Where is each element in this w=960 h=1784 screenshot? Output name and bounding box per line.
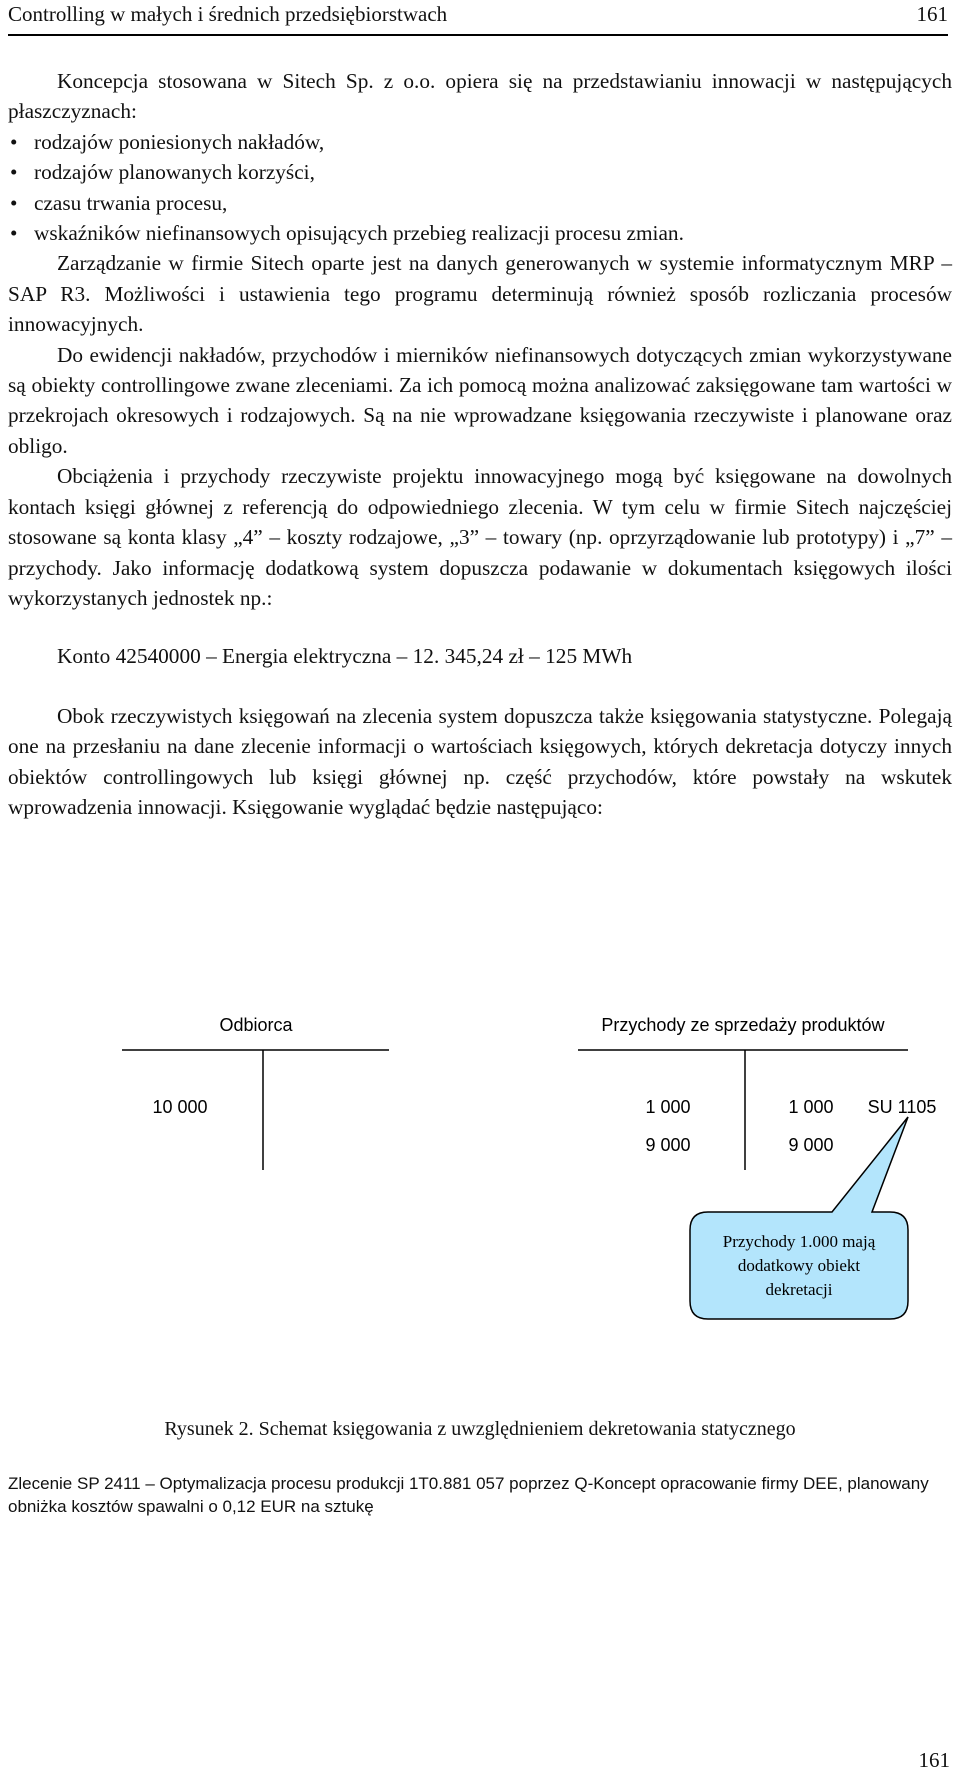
- account-title-przychody: Przychody ze sprzedaży produktów: [601, 1015, 885, 1035]
- list-item: • czasu trwania procesu,: [8, 188, 952, 218]
- paragraph-ewidencja: Do ewidencji nakładów, przychodów i mierników niefinansowych dotyczących zmian wykorzystywane są obiekty controllingowe zwane zleceniami. Za ich pomocą można analizować zaksięgowane tam wartości w przekrojach okresowych i rodzajowych. Są na nie wprowadzane księgowania rzeczywiste i planowane oraz obligo.: [8, 342, 952, 458]
- callout-line: dekretacji: [765, 1280, 833, 1299]
- t-account-diagram: [0, 1005, 960, 1365]
- paragraph-obciazenia: Obciążenia i przychody rzeczywiste projektu innowacyjnego mogą być księgowane na dowolnych kontach księgi głównej z referencją do odpowiedniego zlecenia. W tym celu w firmie Sitech najczęściej stosowane są konta klasy „4” – koszty rodzajowe, „3” – towary (np. oprzyrządowanie lub prototypy) i „7” – przychody. Jako informację dodatkową system dopuszcza podawanie w dokumentach księgowych ilości wykorzystanych jednostek np.:: [8, 464, 952, 610]
- page-header: [8, 0, 948, 36]
- credit-value: 9 000: [788, 1135, 834, 1155]
- debit-value: 1 000: [645, 1097, 691, 1117]
- footnote: Zlecenie SP 2411 – Optymalizacja procesu produkcji 1T0.881 057 poprzez Q-Koncept opracowanie firmy DEE, planowany obniżka kosztów spawalni o 0,12 EUR na sztukę: [8, 1474, 929, 1516]
- account-title-odbiorca: Odbiorca: [219, 1015, 293, 1035]
- debit-value: 10 000: [152, 1097, 208, 1117]
- callout-line: dodatkowy obiekt: [737, 1256, 861, 1275]
- running-title: Controlling w małych i średnich przedsiębiorstwach: [8, 2, 448, 26]
- bullet-list: [8, 127, 952, 249]
- paragraph-statystyczne: Obok rzeczywistych księgowań na zlecenia system dopuszcza także księgowania statystyczne. Polegają one na przesłaniu na dane zlecenie informacji o wartościach księgowych, których dekretacja dotyczy innych obiektów controllingowych lub księgi głównej np. część przychodów, które powstały na wskutek wprowadzenia innowacji. Księgowanie wyglądać będzie następująco:: [8, 703, 952, 819]
- footer-page-number: 161: [918, 1748, 950, 1772]
- credit-value: 1 000: [788, 1097, 834, 1117]
- su-tag: SU 1105: [867, 1097, 937, 1117]
- callout-line: Przychody 1.000 mają: [722, 1232, 876, 1251]
- list-item: • rodzajów poniesionych nakładów,: [8, 127, 952, 157]
- debit-value: 9 000: [645, 1135, 691, 1155]
- konto-example: Konto 42540000 – Energia elektryczna – 12. 345,24 zł – 125 MWh: [57, 644, 633, 669]
- figure-caption: Rysunek 2. Schemat księgowania z uwzględnieniem dekretowania statycznego: [164, 1418, 796, 1440]
- intro-paragraph: Koncepcja stosowana w Sitech Sp. z o.o. opiera się na przedstawianiu innowacji w następujących płaszczyznach:: [8, 69, 952, 124]
- list-item: • rodzajów planowanych korzyści,: [8, 157, 952, 187]
- paragraph-sap: Zarządzanie w firmie Sitech oparte jest na danych generowanych w systemie informatycznym MRP – SAP R3. Możliwości i ustawienia tego programu determinują również sposób rozliczania procesów innowacyjnych.: [8, 251, 952, 337]
- list-item: • wskaźników niefinansowych opisujących przebieg realizacji procesu zmian.: [8, 218, 952, 248]
- body-text: [8, 66, 952, 822]
- header-page-number: 161: [916, 2, 948, 26]
